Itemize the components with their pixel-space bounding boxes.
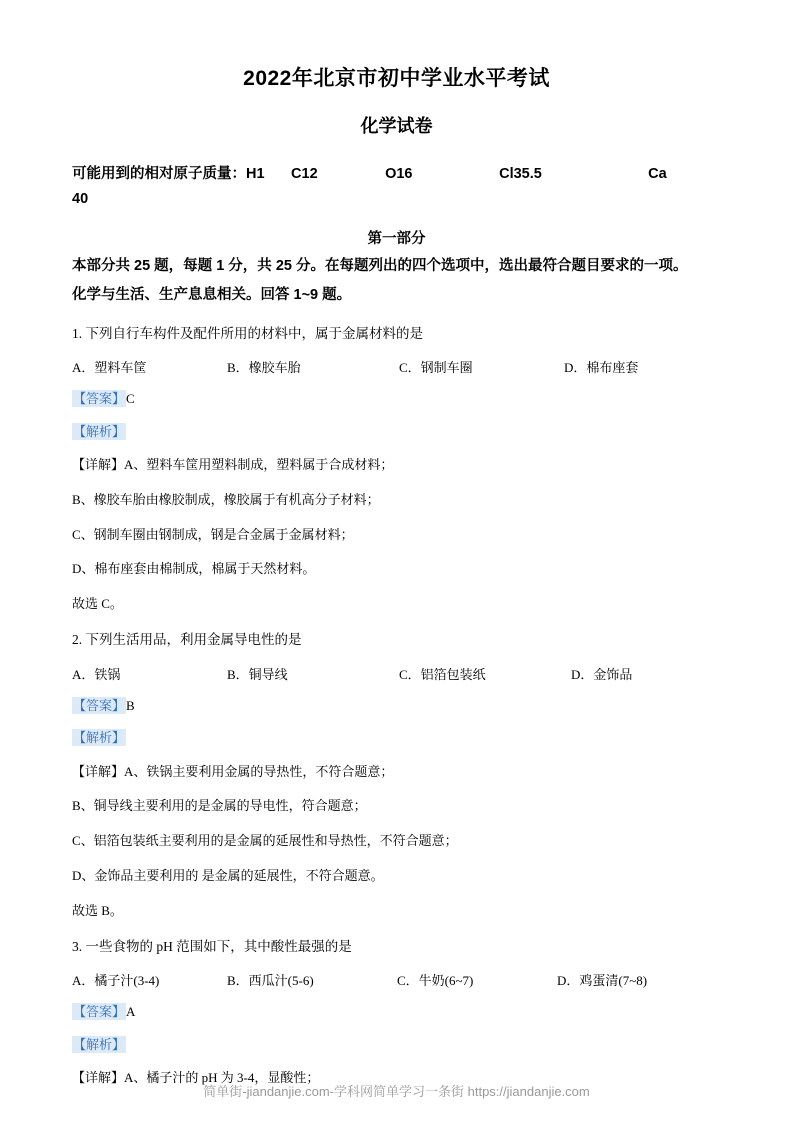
question-options [72,664,721,683]
answer-tag: 【答案】 [73,391,126,407]
answer-line [72,696,721,716]
analysis-tag: 【解析】 [73,1036,126,1052]
option-a[interactable]: A．塑料车筐 [72,360,147,376]
detail-text: A、橘子汁的 pH 为 3-4，显酸性； [124,1070,320,1086]
detail-line: C、铝箔包装纸主要利用的是金属的延展性和导热性，不符合题意； [72,833,458,849]
option-b[interactable]: B．西瓜汁(5-6) [227,973,314,989]
option-c[interactable]: C．铝箔包装纸 [399,666,486,682]
detail-line: D、棉布座套由棉制成，棉属于天然材料。 [72,561,316,577]
atomic-mass-label: 可能用到的相对原子质量：H1 [72,166,265,182]
answer-tag: 【答案】 [73,697,126,713]
detail-text: A、塑料车筐用塑料制成，塑料属于合成材料； [124,457,394,473]
detail-line: B、铜导线主要利用的是金属的导电性，符合题意； [72,798,367,814]
question-options [72,970,721,989]
question-stem: 3. 一些食物的 pH 范围如下，其中酸性最强的是 [72,938,352,954]
answer-line [72,1002,721,1022]
analysis-tag: 【解析】 [73,730,126,746]
atomic-mass-ca: Ca [648,166,667,182]
option-d[interactable]: D．鸡蛋清(7~8) [557,973,648,989]
detail-line: D、金饰品主要利用的 是金属的延展性，不符合题意。 [72,868,384,884]
detail-line: C、钢制车圈由钢制成，钢是合金属于金属材料； [72,526,354,542]
answer-value: B [126,697,135,713]
option-c[interactable]: C．牛奶(6~7) [397,973,474,989]
page-footer: 简单街-jiandanjie.com-学科网简单学习一条街 https://jiandanjie.com [203,1084,590,1099]
page-subtitle: 化学试卷 [360,116,433,136]
option-c[interactable]: C．钢制车圈 [399,360,473,376]
detail-conclusion: 故选 B。 [72,902,123,918]
question-options [72,357,721,376]
atomic-mass-ca-value: 40 [72,191,89,208]
atomic-mass-o: O16 [385,166,413,182]
analysis-line [72,728,721,748]
option-d[interactable]: D．棉布座套 [564,360,639,376]
answer-tag: 【答案】 [73,1004,126,1020]
option-b[interactable]: B．橡胶车胎 [227,360,301,376]
question-stem: 2. 下列生活用品，利用金属导电性的是 [72,632,302,648]
option-a[interactable]: A．橘子汁(3-4) [72,973,160,989]
analysis-line [72,422,721,442]
detail-conclusion: 故选 C。 [72,596,123,612]
analysis-line [72,1035,721,1055]
detail-tag: 【详解】 [72,457,125,473]
detail-tag: 【详解】 [72,763,125,779]
section-topic: 化学与生活、生产息息相关。回答 1~9 题。 [72,287,352,304]
section-title: 第一部分 [367,230,426,247]
detail-line: B、橡胶车胎由橡胶制成，橡胶属于有机高分子材料； [72,491,380,507]
section-instruction: 本部分共 25 题，每题 1 分，共 25 分。在每题列出的四个选项中，选出最符合题目要求的一项。 [72,257,688,274]
atomic-mass-cl: Cl35.5 [499,166,542,182]
answer-value: C [126,391,135,407]
page-title: 2022年北京市初中学业水平考试 [243,67,550,90]
option-b[interactable]: B．铜导线 [227,666,288,682]
analysis-tag: 【解析】 [73,423,126,439]
question-stem: 1. 下列自行车构件及配件所用的材料中，属于金属材料的是 [72,325,423,341]
detail-tag: 【详解】 [72,1070,125,1086]
option-a[interactable]: A．铁锅 [72,666,121,682]
option-d[interactable]: D．金饰品 [571,666,633,682]
atomic-mass-c: C12 [291,166,318,182]
detail-text: A、铁锅主要利用金属的导热性，不符合题意； [124,763,394,779]
detail-line [72,762,721,783]
answer-line [72,389,721,409]
detail-line [72,455,721,476]
answer-value: A [126,1004,136,1020]
atomic-mass-line [72,162,721,213]
